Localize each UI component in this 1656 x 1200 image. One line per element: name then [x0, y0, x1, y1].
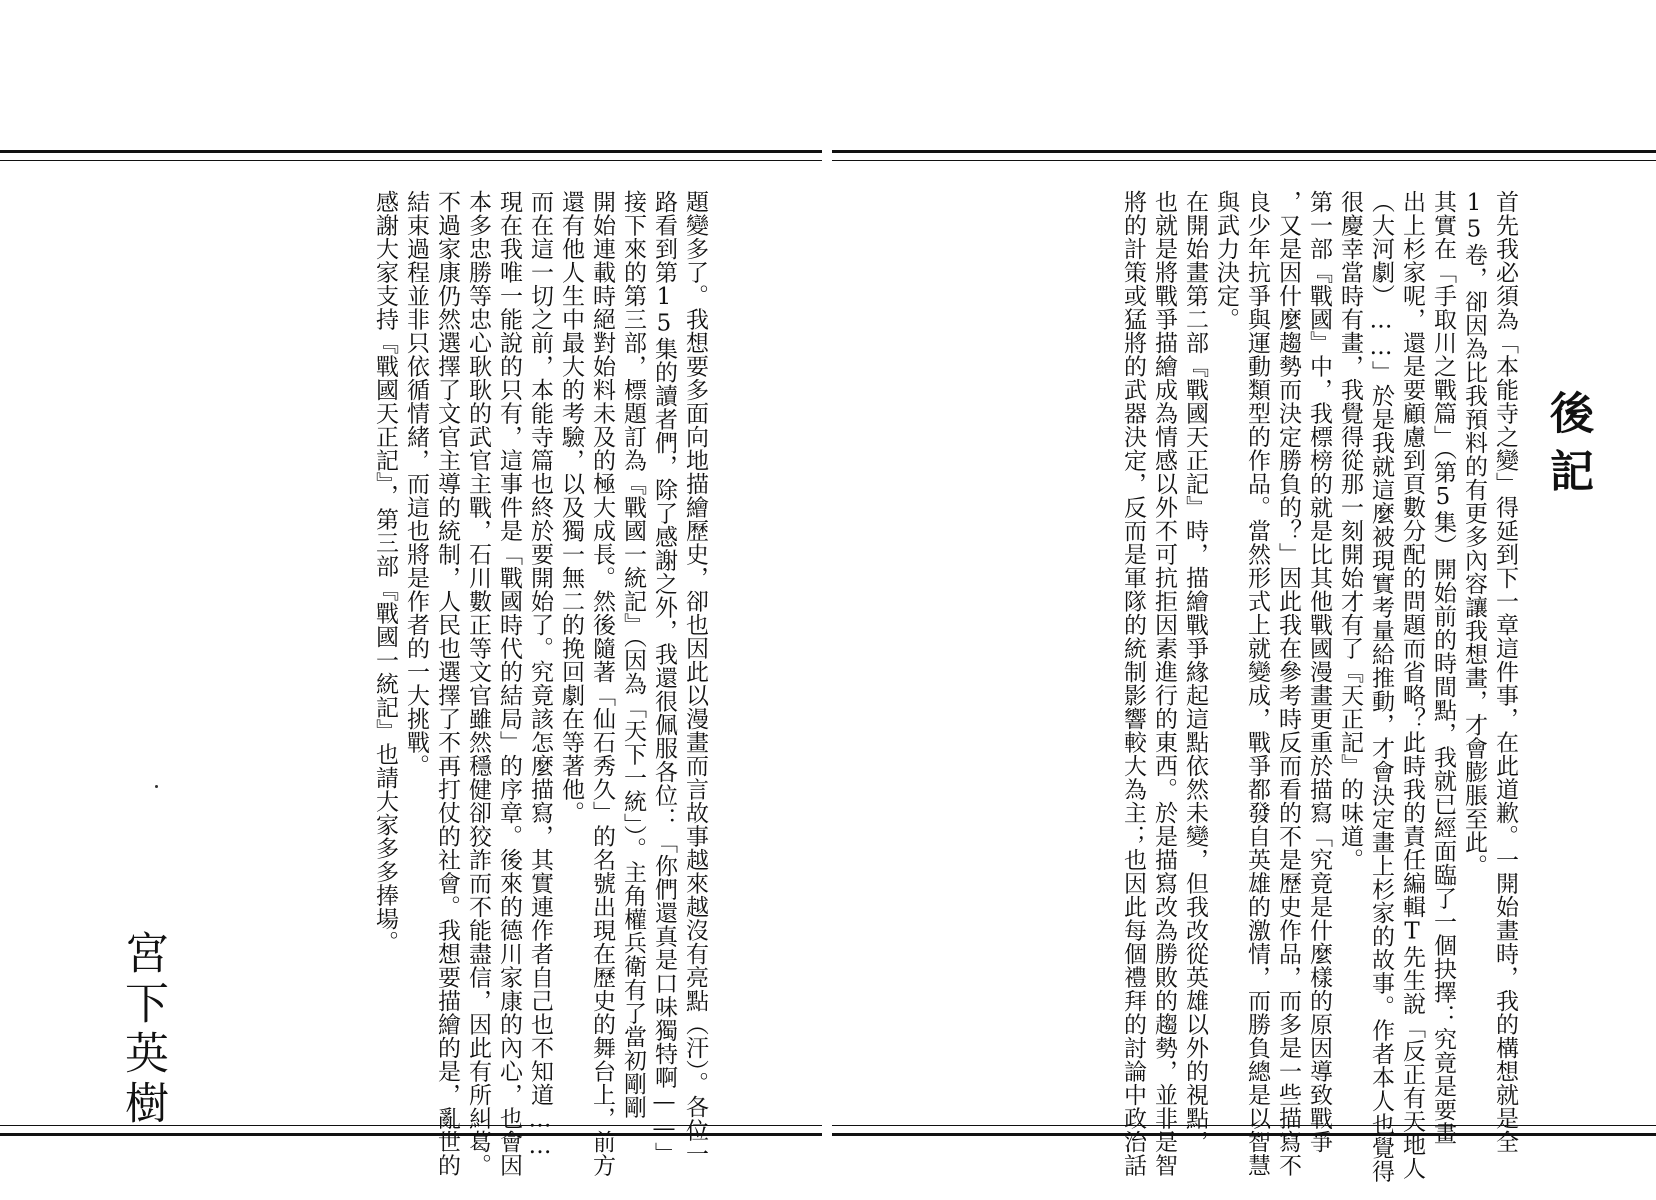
text-column: 15卷，卻因為比我預料的有更多內容讓我想畫，才會膨脹至此。: [1461, 190, 1487, 878]
page-title: 後記: [1542, 390, 1593, 506]
text-column: 而在這一切之前，本能寺篇也終於要開始了。究竟該怎麼描寫，其實連作者自己也不知道……: [527, 190, 553, 1160]
text-column: 還有他人生中最大的考驗，以及獨一無二的挽回劇在等著他。: [558, 190, 584, 825]
top-rule-right: [832, 150, 1656, 153]
left-page-body: [240, 190, 710, 1177]
text-column: 很慶幸當時有畫，我覺得從那一刻開始才有了『天正記』的味道。: [1337, 190, 1363, 872]
text-column: 第一部『戰國』中，我標榜的就是比其他戰國漫畫更重於描寫「究竟是什麼樣的原因導致戰爭: [1306, 190, 1332, 1154]
text-column: 感謝大家支持『戰國天正記』，第三部『戰國一統記』也請大家多多捧場。: [372, 190, 398, 954]
text-column: 結束過程並非只依循情緒，而這也將是作者的一大挑戰。: [403, 190, 429, 778]
text-column: 開始連載時絕對始料未及的極大成長。然後隨著「仙石秀久」的名號出現在歷史的舞台上，前方: [589, 190, 615, 1177]
text-column: 路看到第15集的讀者們，除了感謝之外，我還很佩服各位：「你們還真是口味獨特啊——」: [651, 190, 677, 1166]
text-column: 接下來的第三部，標題訂為『戰國一統記』（因為「天下一統」）。主角權兵衛有了當初剛剛: [620, 190, 646, 1119]
top-rule-right-thin: [832, 160, 1656, 161]
speck-mark: [155, 785, 158, 788]
text-column: 良少年抗爭與運動類型的作品。當然形式上就變成，戰爭都發自英雄的激情，而勝負總是以智慧: [1244, 190, 1270, 1177]
text-column: 不過家康仍然選擇了文官主導的統制，人民也選擇了不再打仗的社會。我想要描繪的是，亂世的: [434, 190, 460, 1177]
text-column: 與武力決定。: [1213, 190, 1239, 331]
text-column: 題變多了。我想要多面向地描繪歷史，卻也因此以漫畫而言故事越來越沒有亮點（汗）。各位一: [682, 190, 708, 1166]
text-column: 其實在「手取川之戰篇」（第5集）開始前的時間點，我就已經面臨了一個抉擇：究竟是要畫: [1430, 190, 1456, 1145]
text-column: （大河劇）……」於是我就這麼被現實考量給推動，才會決定畫上杉家的故事。作者本人也覺得: [1368, 190, 1394, 1183]
text-column: 也就是將戰爭描繪成為情感以外不可抗拒因素進行的東西。於是描寫改為勝敗的趨勢，並非是智: [1151, 190, 1177, 1177]
right-page-body: [920, 190, 1520, 1183]
author-signature: 宮下英樹: [117, 930, 168, 1130]
top-rule-left: [0, 150, 822, 153]
text-column: 出上杉家呢，還是要顧慮到頁數分配的問題而省略？此時我的責任編輯T先生說「反正有天地人: [1399, 190, 1425, 1180]
text-column: 在開始畫第二部『戰國天正記』時，描繪戰爭緣起這點依然未變，但我改從英雄以外的視點，: [1182, 190, 1208, 1154]
text-column: 現在我唯一能說的只有，這事件是「戰國時代的結局」的序章。後來的德川家康的內心，也會因: [496, 190, 522, 1177]
text-column: 將的計策或猛將的武器決定，反而是軍隊的統制影響較大為主；也因此每個禮拜的討論中政治話: [1120, 190, 1146, 1177]
text-column: 本多忠勝等忠心耿耿的武官主戰，石川數正等文官雖然穩健卻狡詐而不能盡信，因此有所糾葛。: [465, 190, 491, 1177]
top-rule-left-thin: [0, 160, 822, 161]
text-column: 首先我必須為「本能寺之變」得延到下一章這件事，在此道歉。一開始畫時，我的構想就是全: [1492, 190, 1518, 1154]
text-column: ，又是因什麼趨勢而決定勝負的？」因此我在參考時反而看的不是歷史作品，而多是一些描寫不: [1275, 190, 1301, 1177]
